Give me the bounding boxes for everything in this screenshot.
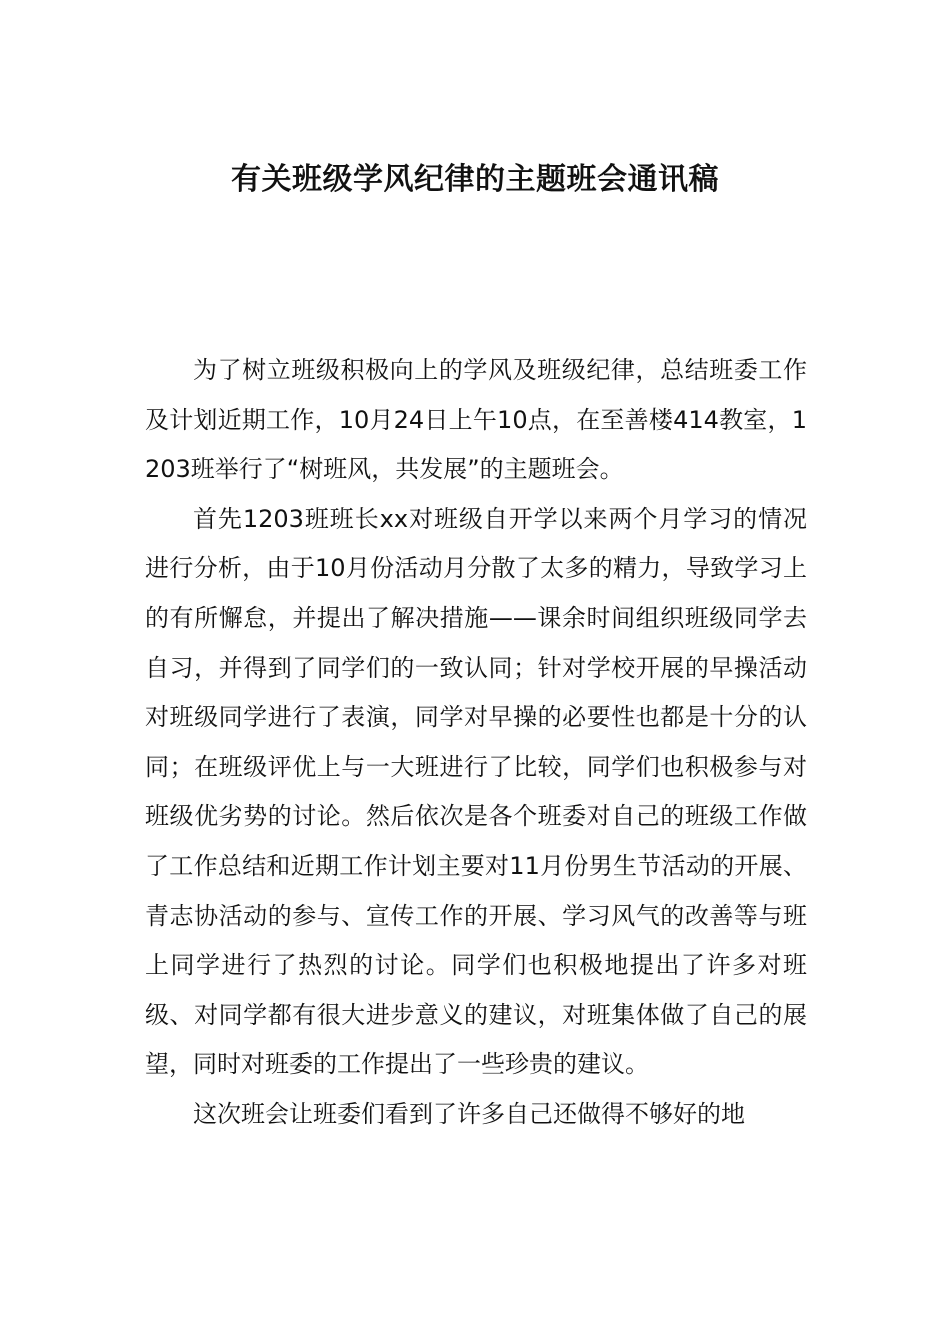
paragraph-3: 这次班会让班委们看到了许多自己还做得不够好的地: [193, 1099, 745, 1128]
document-title: 有关班级学风纪律的主题班会通讯稿: [231, 162, 719, 197]
paragraph-1: 为了树立班级积极向上的学风及班级纪律，总结班委工作及计划近期工作，10月24日上午10点，在至善楼414教室，1203班举行了“树班风，共发展”的主题班会。: [145, 356, 807, 484]
document-body: [145, 346, 807, 1140]
paragraph-2: 首先1203班班长xx对班级自开学以来两个月学习的情况进行分析，由于10月份活动月分散了太多的精力，导致学习上的有所懈怠，并提出了解决措施——课余时间组织班级同学去自习，并得到了同学们的一致认同；针对学校开展的早操活动对班级同学进行了表演，同学对早操的必要性也都是十分的认同；在班级评优上与一大班进行了比较，同学们也积极参与对班级优劣势的讨论。然后依次是各个班委对自己的班级工作做了工作总结和近期工作计划主要对11月份男生节活动的开展、青志协活动的参与、宣传工作的开展、学习风气的改善等与班上同学进行了热烈的讨论。同学们也积极地提出了许多对班级、对同学都有很大进步意义的建议，对班集体做了自己的展望，同时对班委的工作提出了一些珍贵的建议。: [145, 504, 807, 1079]
